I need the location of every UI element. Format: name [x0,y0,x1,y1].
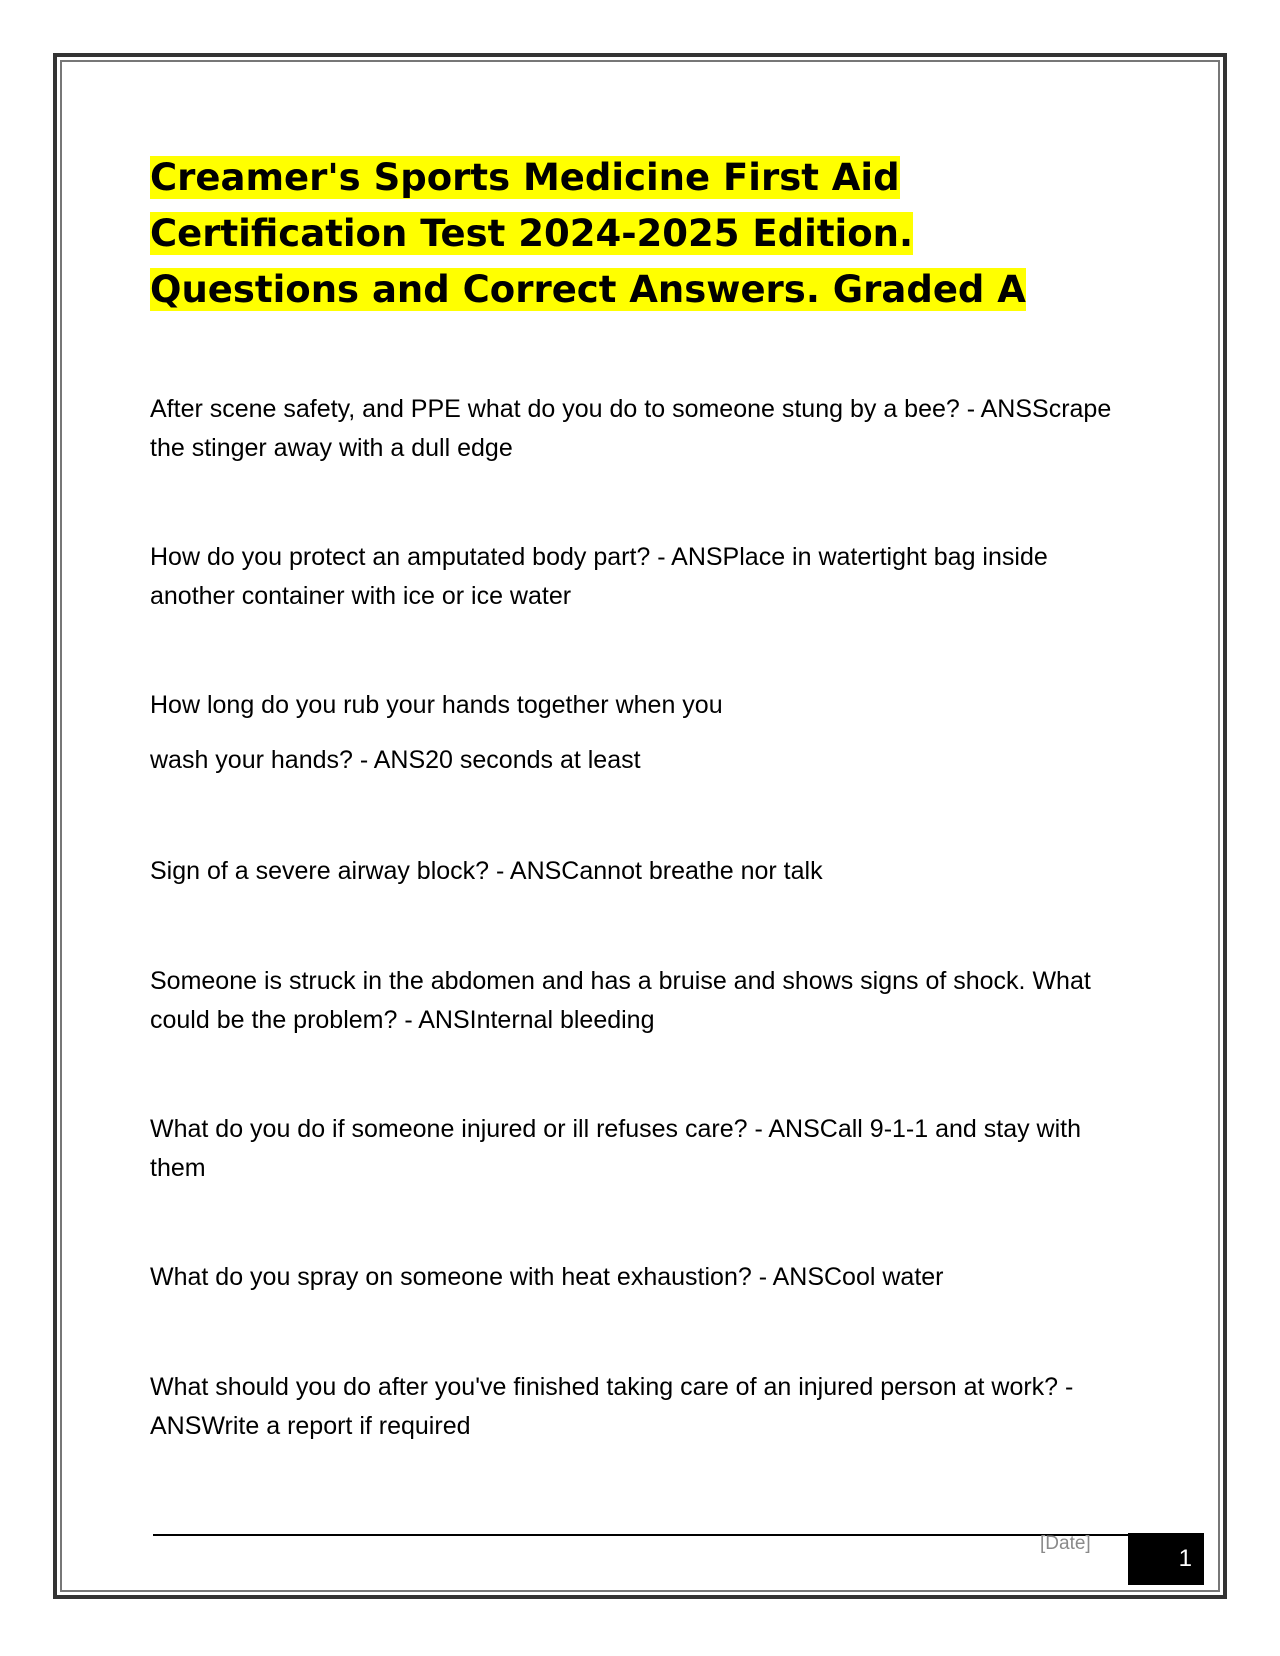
qa-item-1: After scene safety, and PPE what do you do to someone stung by a bee? - ANSScrape the stinger away with a dull edge [150,395,1112,462]
page-number-label: 1 [1178,1545,1192,1572]
title-highlight: Creamer's Sports Medicine First Aid Certification Test 2024-2025 Edition. Questions and Correct Answers. Graded A [150,156,1026,311]
footer-date: [Date] [1040,1533,1091,1554]
page-number [1128,1533,1204,1585]
footer-divider [153,1534,1129,1536]
document-title [150,150,1110,318]
qa-item-4: Sign of a severe airway block? - ANSCannot breathe nor talk [150,857,823,885]
qa-item-3-line-1: How long do you rub your hands together when you [150,691,723,719]
qa-item-7: What do you spray on someone with heat exhaustion? - ANSCool water [150,1263,944,1291]
qa-item-8: What should you do after you've finished taking care of an injured person at work? - ANSWrite a report if required [150,1373,1074,1440]
qa-item-5: Someone is struck in the abdomen and has a bruise and shows signs of shock. What could be the problem? - ANSInternal bleeding [150,967,1091,1034]
qa-item-3-line-2: wash your hands? - ANS20 seconds at least [150,746,641,774]
qa-item-6: What do you do if someone injured or ill refuses care? - ANSCall 9-1-1 and stay with them [150,1115,1082,1182]
qa-item-2: How do you protect an amputated body part? - ANSPlace in watertight bag inside another container with ice or ice water [150,543,1048,610]
